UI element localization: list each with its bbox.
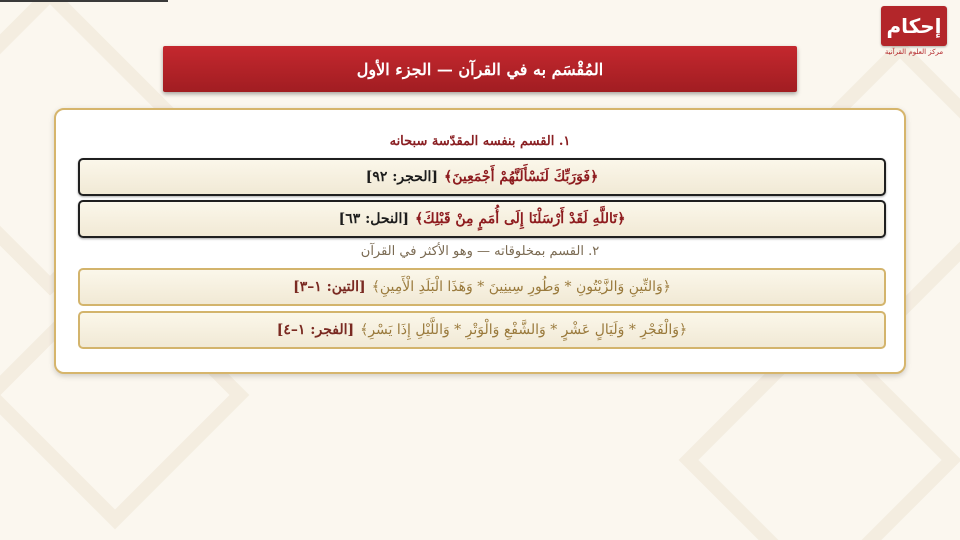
logo-subtitle: مركز العلوم القرآنية xyxy=(884,48,944,56)
slide-title-bar xyxy=(163,46,797,92)
section-heading-1: ١. القسم بنفسه المقدّسة سبحانه xyxy=(389,134,571,149)
verse-box xyxy=(78,268,886,306)
verse-text: ﴿وَالتِّينِ وَالزَّيْتُونِ * وَطُورِ سِينِينَ * وَهَذَا الْبَلَدِ الْأَمِينِ﴾ xyxy=(371,279,671,295)
slide-title: المُقْسَم به في القرآن — الجزء الأول xyxy=(356,59,604,79)
logo-mark: إحكام xyxy=(881,6,947,46)
verse-reference: [الحجر: ٩٢] xyxy=(365,169,438,185)
verse-box xyxy=(78,200,886,238)
verse-text: ﴿فَوَرَبِّكَ لَنَسْأَلَنَّهُمْ أَجْمَعِينَ﴾ xyxy=(443,169,599,185)
verse-reference: [النحل: ٦٣] xyxy=(338,211,409,227)
section-heading-2: ٢. القسم بمخلوقاته — وهو الأكثر في القرآن xyxy=(360,244,600,259)
top-divider xyxy=(0,0,168,2)
verse-text: ﴿تَاللَّهِ لَقَدْ أَرْسَلْنَا إِلَى أُمَمٍ مِنْ قَبْلِكَ﴾ xyxy=(414,211,626,227)
verse-text: ﴿وَالْفَجْرِ * وَلَيَالٍ عَشْرٍ * وَالشَّفْعِ وَالْوَتْرِ * وَاللَّيْلِ إِذَا يَسْرِ﴾ xyxy=(360,322,688,338)
verse-reference: [التين: ١–٣] xyxy=(293,279,366,295)
verse-box xyxy=(78,311,886,349)
content-card xyxy=(54,108,906,374)
verse-reference: [الفجر: ١–٤] xyxy=(276,322,355,338)
logo xyxy=(878,6,950,70)
verse-box xyxy=(78,158,886,196)
